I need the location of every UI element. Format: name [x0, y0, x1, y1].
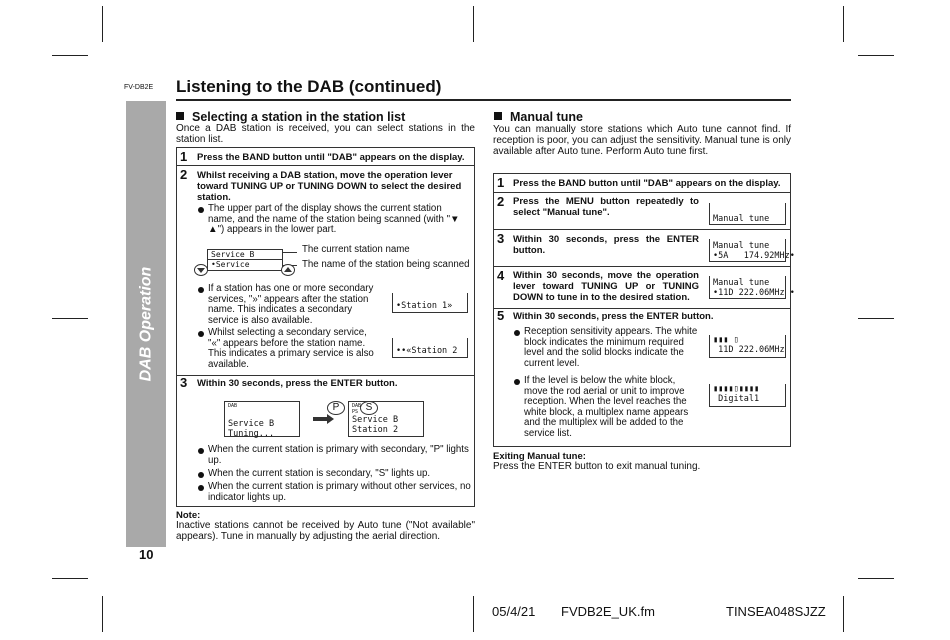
lcd-manual-tune: Manual tune	[709, 203, 786, 225]
lcd-step4	[709, 276, 795, 299]
exit-title: Exiting Manual tune:	[493, 451, 586, 462]
bullet-icon	[198, 331, 204, 337]
page-number: 10	[139, 547, 154, 562]
lcd-step4-line2: •11D 222.06MHz •	[713, 288, 795, 298]
left-heading-text: Selecting a station in the station list	[192, 110, 406, 124]
crop-mark	[102, 6, 103, 42]
crop-mark	[52, 578, 88, 579]
right-heading	[494, 110, 583, 124]
right-step2-text: Press the MENU button repeatedly to select "Manual tune".	[513, 196, 699, 218]
crop-mark	[843, 6, 844, 42]
left-heading	[176, 110, 405, 124]
left-bullet-upper: The upper part of the display shows the current station name, and the name of the station being scanned (with "▼ ▲") appears in the lower part.	[208, 203, 460, 236]
lcd-tag: DAB	[228, 403, 238, 409]
p-marker	[327, 401, 345, 415]
s-marker-text: S	[365, 402, 373, 413]
left-step3-area	[177, 376, 474, 508]
lcd-multiplex-line2: Digital1	[713, 394, 760, 404]
left-step3-bullet: When the current station is secondary, "S" lights up.	[208, 468, 431, 479]
bullet-icon	[198, 485, 204, 491]
bullet-icon	[514, 330, 520, 336]
step-number: 3	[497, 231, 505, 246]
crop-mark	[858, 318, 894, 319]
lcd-sensitivity	[709, 335, 786, 358]
left-bullet-primary: Whilst selecting a secondary service, "«" appears before the station name. This indicates a primary service is also available.	[208, 327, 374, 370]
lcd-step3-line2: •5A 174.92MHz•	[713, 251, 795, 261]
lcd-multiplex-line1: ▮▮▮▮▯▮▮▮▮	[713, 384, 760, 394]
lcd-step3-line1: Manual tune	[713, 241, 770, 251]
right-bullet-5b: If the level is below the white block, move the rod aerial or unit to improve reception. When the level reaches the white block, a multiplex name appears and the multiplex will be added to the service list.	[524, 375, 689, 439]
right-step4-text: Within 30 seconds, move the operation lever toward TUNING UP or TUNING DOWN to tune in to the desired station.	[513, 270, 699, 303]
lcd-tag-dab: DAB	[352, 403, 362, 409]
crop-mark	[473, 6, 474, 42]
right-bullet-5a: Reception sensitivity appears. The white block indicates the minimum required level and the solid blocks indicate the current level.	[524, 326, 698, 369]
diagram-line-scanned: •Service	[211, 260, 250, 269]
lcd-after-line2: Station 2	[352, 425, 399, 435]
bullet-icon	[198, 472, 204, 478]
right-step3-text: Within 30 seconds, press the ENTER button.	[513, 234, 699, 256]
right-step1-text: Press the BAND button until "DAB" appears on the display.	[513, 178, 781, 189]
lcd-before-line1: Service B	[228, 419, 275, 429]
lcd-step4-line1: Manual tune	[713, 278, 770, 288]
lcd-sensitivity-line1: ▮▮▮ ▯	[713, 335, 739, 345]
lcd-sensitivity-line2: 11D 222.06MHz	[713, 345, 785, 355]
sidebar-label: DAB Operation	[137, 266, 155, 382]
footer-file: FVDB2E_UK.fm	[561, 604, 655, 619]
crop-mark	[473, 596, 474, 632]
right-heading-text: Manual tune	[510, 110, 583, 124]
step-number: 3	[180, 375, 188, 390]
step-number: 1	[497, 175, 505, 190]
p-marker-text: P	[332, 402, 340, 413]
right-step5-text: Within 30 seconds, press the ENTER button.	[513, 311, 714, 322]
left-step3-bullet: When the current station is primary with secondary, "P" lights up.	[208, 444, 469, 466]
lcd-multiplex	[709, 384, 786, 407]
tuning-up-icon	[281, 264, 295, 276]
left-steps-box	[176, 147, 475, 507]
left-intro: Once a DAB station is received, you can select stations in the station list.	[176, 123, 475, 145]
lcd-secondary: •Station 1»	[392, 293, 468, 313]
sidebar-label-wrap	[126, 101, 166, 547]
left-step3-text: Within 30 seconds, press the ENTER button.	[197, 378, 398, 389]
diagram-divider	[207, 259, 283, 260]
left-step1-text: Press the BAND button until "DAB" appears on the display.	[197, 152, 465, 163]
step-number: 1	[180, 149, 188, 164]
bullet-icon	[514, 379, 520, 385]
page-title: Listening to the DAB (continued)	[176, 77, 442, 96]
step-number: 2	[180, 167, 188, 182]
left-step2-row	[177, 166, 474, 376]
crop-mark	[858, 578, 894, 579]
lcd-primary: ••«Station 2	[392, 338, 468, 358]
note-title: Note:	[176, 510, 201, 521]
right-step5-area	[494, 309, 790, 447]
bullet-icon	[198, 287, 204, 293]
right-step3-row	[494, 230, 795, 267]
lcd-tag-ps: PS	[352, 409, 359, 415]
left-step3-bullet: When the current station is primary without other services, no indicator lights up.	[208, 481, 471, 503]
crop-mark	[52, 55, 88, 56]
left-step1-row	[177, 148, 474, 166]
left-bullet-secondary: If a station has one or more secondary services, "»" appears after the station name. This indicates a secondary service is also available.	[208, 283, 374, 326]
note-text: Inactive stations cannot be received by Auto tune ("Not available" appears). Tune in manually by adjusting the aerial direction.	[176, 520, 475, 542]
lcd-tag	[352, 403, 423, 415]
lcd-before	[224, 401, 300, 437]
right-intro: You can manually store stations which Auto tune cannot find. If reception is poor, you can adjust the sensitivity. Manual tune is only available after Auto tune. Perform Auto tune first.	[493, 124, 791, 157]
title-rule	[176, 99, 791, 101]
display-diagram	[207, 249, 283, 271]
square-bullet-icon	[176, 112, 184, 120]
diagram-label-current: The current station name	[302, 244, 410, 255]
right-steps-box	[493, 173, 795, 447]
crop-mark	[858, 55, 894, 56]
exit-text: Press the ENTER button to exit manual tuning.	[493, 461, 701, 472]
footer-code: TINSEA048SJZZ	[726, 604, 826, 619]
diagram-line-current: Service B	[211, 250, 255, 259]
leader-line	[283, 252, 297, 253]
model-number: FV-DB2E	[124, 84, 154, 91]
bullet-icon	[198, 207, 204, 213]
step-number: 2	[497, 194, 505, 209]
lcd-before-line2: Tuning...	[228, 429, 275, 439]
step-number: 4	[497, 268, 505, 283]
crop-mark	[52, 318, 88, 319]
lcd-step3	[709, 239, 795, 262]
left-step2-text: Whilst receiving a DAB station, move the operation lever toward TUNING UP or TUNING DOWN to select the desired station.	[197, 170, 462, 203]
bullet-icon	[198, 448, 204, 454]
right-step1-row	[494, 174, 790, 193]
square-bullet-icon	[494, 112, 502, 120]
diagram-label-scanned: The name of the station being scanned	[302, 259, 470, 270]
crop-mark	[843, 596, 844, 632]
lcd-after	[348, 401, 424, 437]
right-step2-row	[494, 193, 790, 230]
footer-date: 05/4/21	[492, 604, 536, 619]
step-number: 5	[497, 308, 505, 323]
crop-mark	[102, 596, 103, 632]
right-step4-row	[494, 267, 795, 309]
tuning-down-icon	[194, 264, 208, 276]
lcd-after-line1: Service B	[352, 415, 399, 425]
arrow-right-icon	[313, 414, 335, 424]
